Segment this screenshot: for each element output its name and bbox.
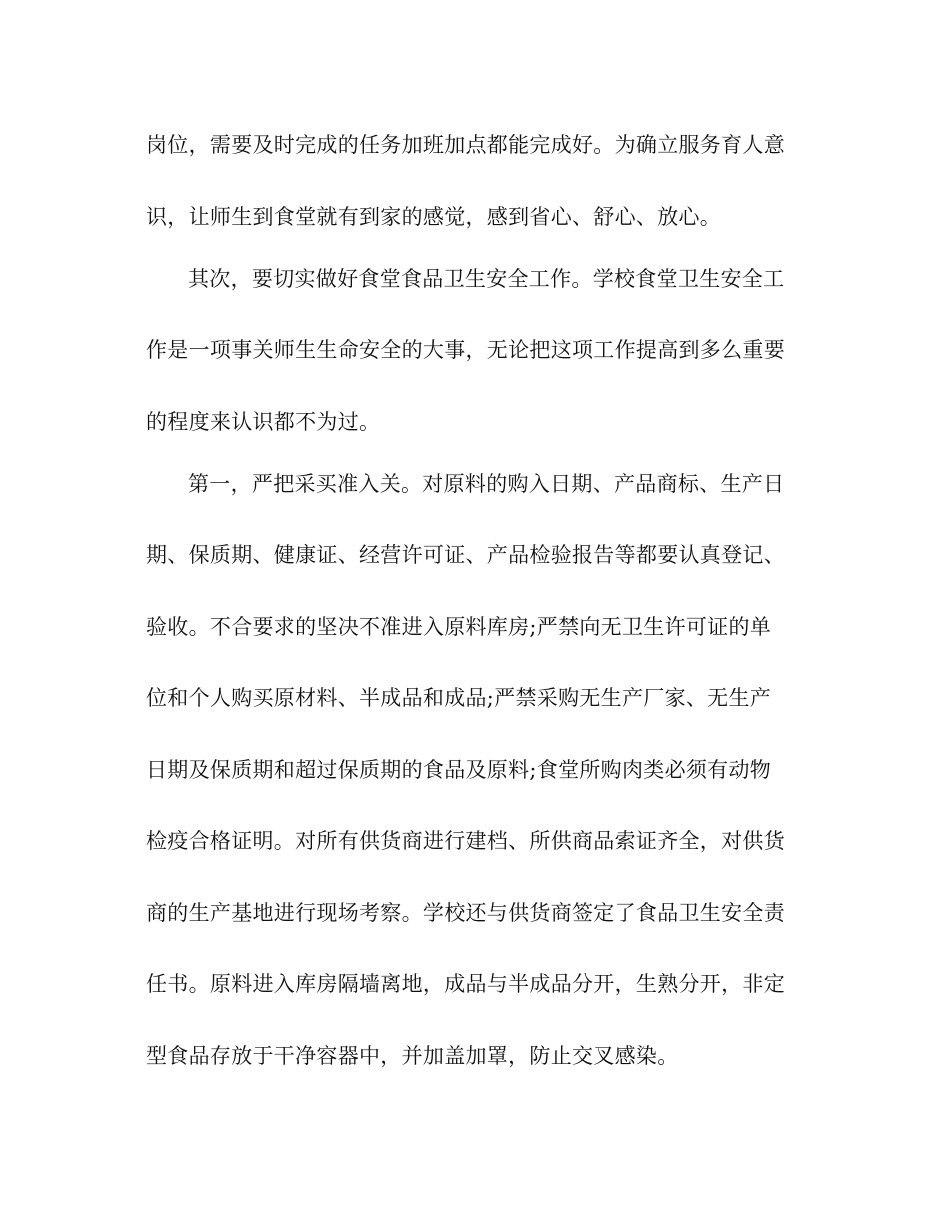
text-line-6: 第一，严把采买准入关。对原料的购入日期、产品商标、生产日 (188, 472, 785, 496)
text-line-8: 验收。不合要求的坚决不准进入原料库房;严禁向无卫生许可证的单 (146, 615, 772, 639)
text-line-10: 日期及保质期和超过保质期的食品及原料;食堂所购肉类必须有动物 (146, 758, 772, 782)
text-line-9: 位和个人购买原材料、半成品和成品;严禁采购无生产厂家、无生产 (146, 686, 772, 710)
text-line-11: 检疫合格证明。对所有供货商进行建档、所供商品索证齐全，对供货 (146, 829, 785, 853)
text-line-2: 识，让师生到食堂就有到家的感觉，感到省心、舒心、放心。 (146, 205, 722, 229)
text-line-12: 商的生产基地进行现场考察。学校还与供货商签定了食品卫生安全责 (146, 901, 785, 925)
text-line-4: 作是一项事关师生生命安全的大事，无论把这项工作提高到多么重要 (146, 338, 785, 362)
text-line-13: 任书。原料进入库房隔墙离地，成品与半成品分开，生熟分开，非定 (146, 972, 785, 996)
text-line-5: 的程度来认识都不为过。 (146, 410, 381, 434)
text-line-1: 岗位，需要及时完成的任务加班加点都能完成好。为确立服务育人意 (146, 133, 785, 157)
text-line-7: 期、保质期、健康证、经营许可证、产品检验报告等都要认真登记、 (146, 543, 785, 567)
text-line-14: 型食品存放于干净容器中，并加盖加罩，防止交叉感染。 (146, 1044, 679, 1068)
text-line-3: 其次，要切实做好食堂食品卫生安全工作。学校食堂卫生安全工 (188, 267, 785, 291)
